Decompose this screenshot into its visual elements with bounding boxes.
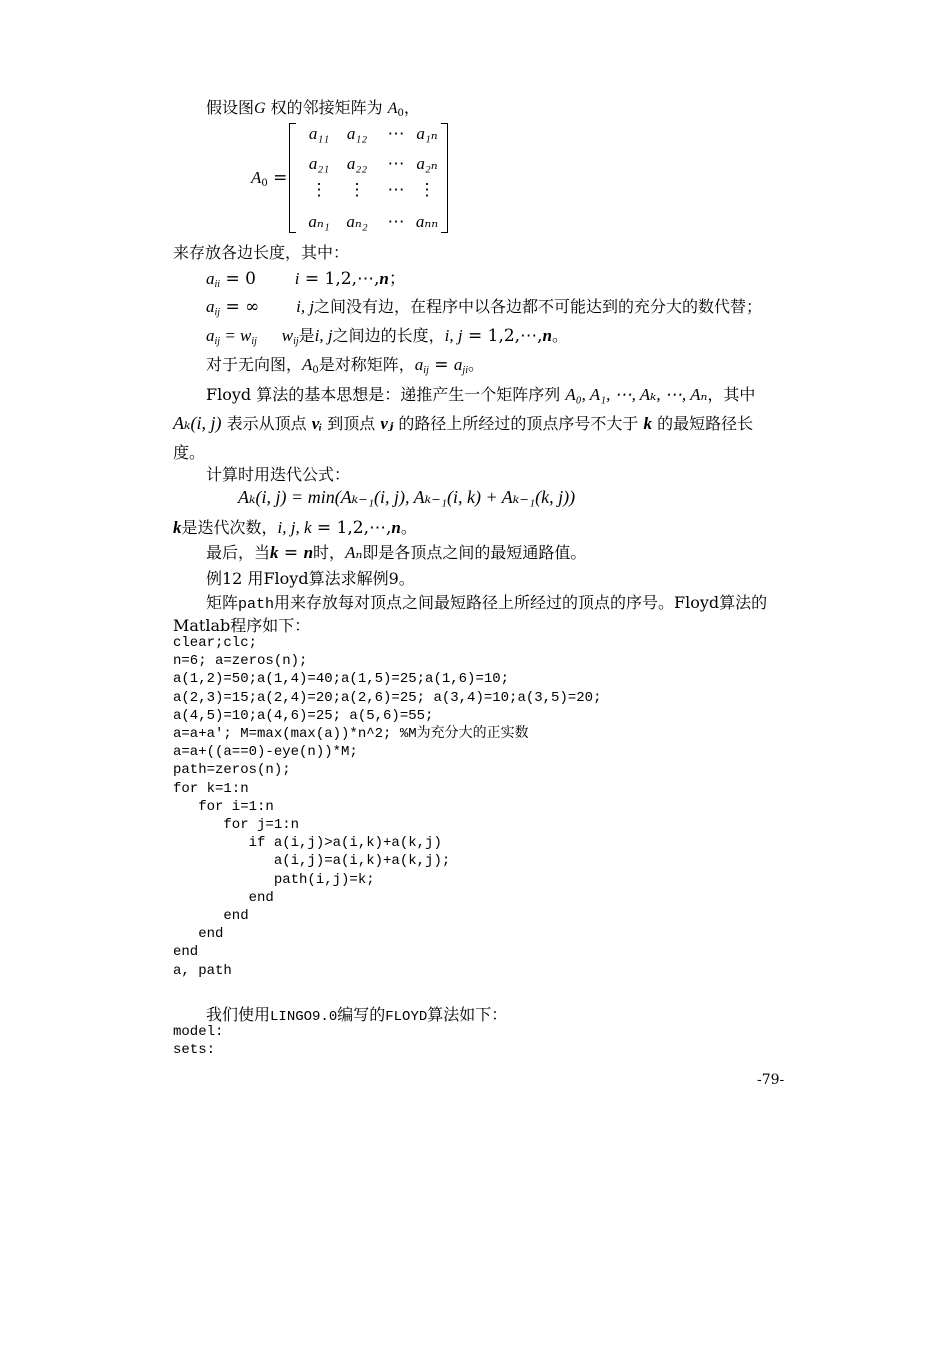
code-line: a(2,3)=15;a(2,4)=20;a(2,6)=25; a(3,4)=10;a(3,5)=20; <box>173 689 602 706</box>
matrix-cell: ⋮ <box>310 180 328 199</box>
matrix-left-bracket <box>289 123 296 233</box>
condition-diagonal: $a_{ii} = 0$ i = 1,2,⋯,n； <box>206 269 406 290</box>
code-line: a=a+((a==0)-eye(n))*M; <box>173 744 358 761</box>
iteration-label: 计算时用迭代公式： <box>206 465 351 484</box>
code-line: clear;clc; <box>173 635 258 651</box>
matrix-cell: a₂ₙ <box>416 154 438 173</box>
matrix-cell: a₁₁ <box>308 124 330 143</box>
matrix-cell: a₁ₙ <box>416 124 438 143</box>
k-definition-line: k是迭代次数，i, j, k = 1,2,⋯,n。 <box>173 518 417 538</box>
matrix-lhs: $A_0$ = <box>251 168 288 189</box>
path-para-line2: Matlab程序如下： <box>173 616 311 635</box>
matrix-cell: a₂₁ <box>308 154 330 173</box>
code-line: n=6; a=zeros(n); <box>173 653 308 670</box>
store-line: 来存放各边长度，其中： <box>173 243 350 262</box>
path-para-line1: 矩阵path用来存放每对顶点之间最短路径上所经过的顶点的序号。Floyd算法的 <box>206 593 768 613</box>
matrix-cell: aₙ₁ <box>308 212 330 231</box>
matlab-code-block <box>173 634 601 980</box>
code-line: path=zeros(n); <box>173 762 291 779</box>
code-line: end <box>173 944 199 961</box>
floyd-para-line3: 度。 <box>173 443 206 462</box>
matrix-cell: ⋮ <box>348 180 366 199</box>
floyd-para-line1: Floyd 算法的基本思想是：递推产生一个矩阵序列 A₀, A₁, ⋯, Aₖ, ⋯, Aₙ，其中 <box>206 385 756 404</box>
matrix-cell: ⋯ <box>387 180 405 199</box>
intro-text: 假设图 <box>206 98 255 117</box>
matrix-subscript: 0 <box>397 108 404 119</box>
code-line: end <box>173 889 274 906</box>
final-line: 最后，当k = n时，Aₙ即是各顶点之间的最短通路值。 <box>206 543 587 563</box>
code-line: a(i,j)=a(i,k)+a(k,j); <box>173 853 451 870</box>
code-line: end <box>173 926 224 943</box>
lingo-code-block <box>173 1023 223 1059</box>
matrix-cell: aₙₙ <box>415 212 439 231</box>
code-line: sets: <box>173 1042 216 1059</box>
matrix-cell: ⋯ <box>387 212 405 231</box>
code-line: a(4,5)=10;a(4,6)=25; a(5,6)=55; <box>173 707 434 724</box>
graph-symbol: G <box>254 100 266 117</box>
condition-no-edge: $a_{ij}$ = ∞ i, j之间没有边，在程序中以各边都不可能达到的充分大的数代替； <box>206 297 763 318</box>
lingo-line: 我们使用LINGO9.0编写的FLOYD算法如下： <box>206 1005 508 1025</box>
undirected-line: 对于无向图，$A_0$是对称矩阵，$a_{ij} = a_{ji}$。 <box>206 355 484 376</box>
code-line: if a(i,j)>a(i,k)+a(k,j) <box>173 835 442 852</box>
code-line: for k=1:n <box>173 780 249 797</box>
page-number: -79- <box>757 1072 785 1088</box>
code-line: model: <box>173 1024 224 1040</box>
matrix-cell: ⋯ <box>387 124 405 143</box>
equals-sign: = <box>273 168 288 188</box>
intro-text-mid: 权的邻接矩阵为 <box>265 98 388 117</box>
code-line: a(1,2)=50;a(1,4)=40;a(1,5)=25;a(1,6)=10; <box>173 671 510 688</box>
matrix-grid <box>299 124 445 234</box>
code-line: a=a+a'; M=max(max(a))*n^2; %M为充分大的正实数 <box>173 726 529 743</box>
intro-line <box>206 95 420 119</box>
code-line: end <box>173 908 249 925</box>
matrix-cell: ⋯ <box>387 154 405 173</box>
intro-text-end: ， <box>403 98 420 117</box>
condition-edge-length: $a_{ij} = w_{ij}$ $w_{ij}$是i, j之间边的长度，i, j = 1,2,⋯,n。 <box>206 326 568 347</box>
iteration-formula: Aₖ(i, j) = min(Aₖ₋₁(i, j), Aₖ₋₁(i, k) + Aₖ₋₁(k, j)) <box>238 487 576 507</box>
example-line: 例12 用Floyd算法求解例9。 <box>206 569 415 588</box>
code-line: for j=1:n <box>173 817 300 834</box>
matrix-cell: ⋮ <box>418 180 436 199</box>
matrix-cell: a₁₂ <box>346 124 368 143</box>
code-line: path(i,j)=k; <box>173 871 375 888</box>
matrix-symbol: A <box>387 100 398 117</box>
code-line: a, path <box>173 962 232 979</box>
matrix-cell: a₂₂ <box>346 154 368 173</box>
matrix-cell: aₙ₂ <box>346 212 368 231</box>
code-line: for i=1:n <box>173 798 274 815</box>
floyd-para-line2: Aₖ(i, j) 表示从顶点 vᵢ 到顶点 vⱼ 的路径上所经过的顶点序号不大于 k 的最短路径长 <box>173 413 754 433</box>
